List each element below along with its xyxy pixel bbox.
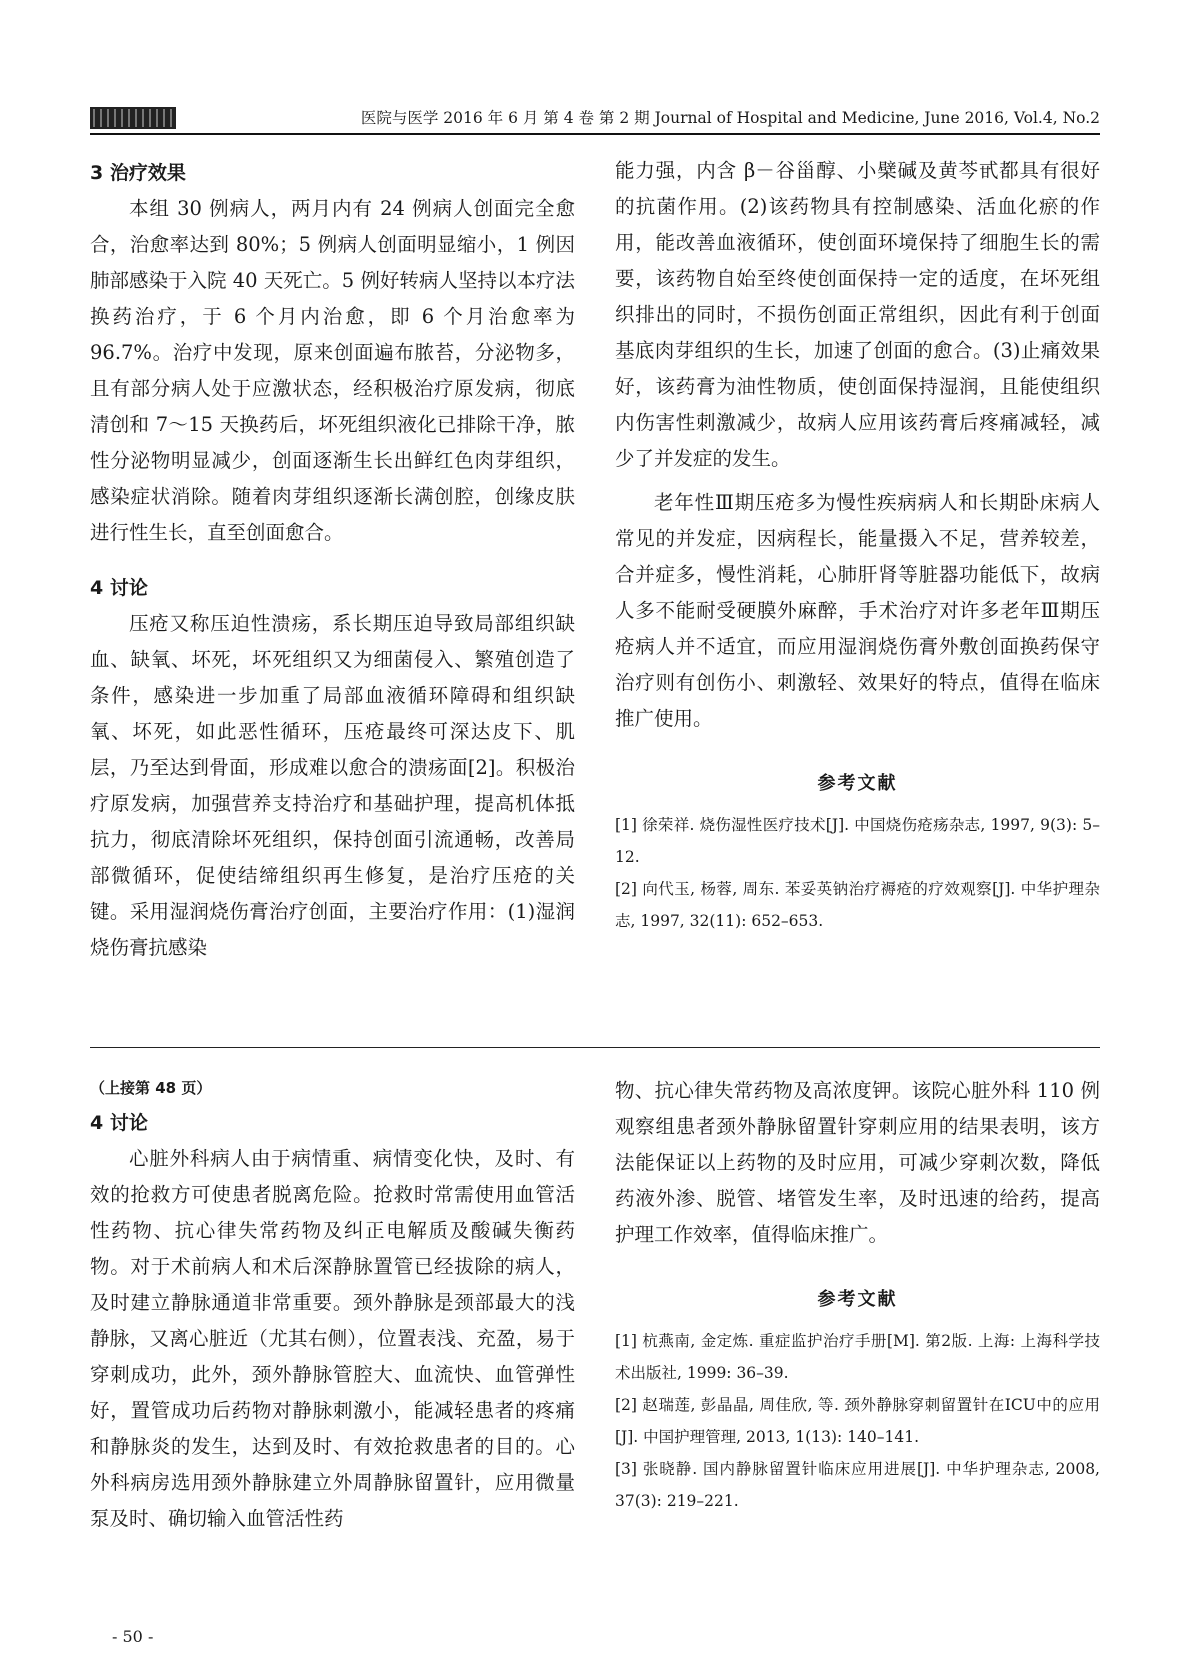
page-number: - 50 - [112,1627,154,1646]
reference-item: [3] 张晓静. 国内静脉留置针临床应用进展[J]. 中华护理杂志, 2008, 37(3): 219–221. [615,1460,1100,1510]
continued-paragraph: 能力强，内含 β－谷甾醇、小檗碱及黄芩甙都具有很好的抗菌作用。(2)该药物具有控制感染、活血化瘀的作用，能改善血液循环，使创面环境保持了细胞生长的需要，该药物自始至终使创面保持一定的适度，在坏死组织排出的同时，不损伤创面正常组织，因此有利于创面基底肉芽组织的生长，加速了创面的愈合。(3)止痛效果好，该药膏为油性物质，使创面保持湿润，且能使组织内伤害性刺激减少，故病人应用该药膏后疼痛减轻，减少了并发症的发生。 [615,159,1100,470]
reference-item: [2] 向代玉, 杨蓉, 周东. 苯妥英钠治疗褥疮的疗效观察[J]. 中华护理杂志, 1997, 32(11): 652–653. [615,880,1100,930]
section-3-title: 3 治疗效果 [90,162,186,184]
running-header [90,104,1100,130]
references-title: 参考文献 [817,773,898,794]
journal-citation: 医院与医学 2016 年 6 月 第 4 卷 第 2 期 Journal of Hospital and Medicine, June 2016, Vol.4, No.2 [360,109,1100,127]
top-right-column [615,153,1100,937]
conclusion-paragraph: 老年性Ⅲ期压疮多为慢性疾病病人和长期卧床病人常见的并发症，因病程长，能量摄入不足，营养较差，合并症多，慢性消耗，心肺肝肾等脏器功能低下，故病人多不能耐受硬膜外麻醉，手术治疗对许多老年Ⅲ期压疮病人并不适宜，而应用湿润烧伤膏外敷创面换药保守治疗则有创伤小、刺激轻、效果好的特点，值得在临床推广使用。 [615,491,1100,730]
article-separator [90,1047,1100,1048]
continued-paragraph: 物、抗心律失常药物及高浓度钾。该院心脏外科 110 例观察组患者颈外静脉留置针穿刺应用的结果表明，该方法能保证以上药物的及时应用，可减少穿刺次数，降低药液外渗、脱管、堵管发生率，及时迅速的给药，提高护理工作效率，值得临床推广。 [615,1079,1100,1246]
bottom-left-column [90,1077,575,1537]
discussion-paragraph: 心脏外科病人由于病情重、病情变化快，及时、有效的抢救方可使患者脱离危险。抢救时常需使用血管活性药物、抗心律失常药物及纠正电解质及酸碱失衡药物。对于术前病人和术后深静脉置管已经拔除的病人，及时建立静脉通道非常重要。颈外静脉是颈部最大的浅静脉，又离心脏近（尤其右侧），位置表浅、充盈，易于穿刺成功，此外，颈外静脉管腔大、血流快、血管弹性好，置管成功后药物对静脉刺激小，能减轻患者的疼痛和静脉炎的发生，达到及时、有效抢救患者的目的。心外科病房选用颈外静脉建立外周静脉留置针，应用微量泵及时、确切输入血管活性药 [90,1147,575,1530]
continued-from-note: （上接第 48 页） [90,1079,212,1097]
reference-item: [1] 徐荣祥. 烧伤湿性医疗技术[J]. 中国烧伤疮疡杂志, 1997, 9(3): 5–12. [615,816,1100,866]
header-rule [90,133,1100,135]
top-left-column [90,158,575,966]
section-4-title: 4 讨论 [90,577,148,599]
column-logo [90,107,176,129]
section-3-paragraph: 本组 30 例病人，两月内有 24 例病人创面完全愈合，治愈率达到 80%；5 例病人创面明显缩小，1 例因肺部感染于入院 40 天死亡。5 例好转病人坚持以本疗法换药治疗，于 6 个月内治愈，即 6 个月治愈率为 96.7%。治疗中发现，原来创面遍布脓苔，分泌物多，且有部分病人处于应激状态，经积极治疗原发病，彻底清创和 7～15 天换药后，坏死组织液化已排除干净，脓性分泌物明显减少，创面逐渐生长出鲜红色肉芽组织，感染症状消除。随着肉芽组织逐渐长满创腔，创缘皮肤进行性生长，直至创面愈合。 [90,197,575,544]
reference-item: [1] 杭燕南, 金定炼. 重症监护治疗手册[M]. 第2版. 上海: 上海科学技术出版社, 1999: 36–39. [615,1332,1100,1382]
discussion-title: 4 讨论 [90,1112,148,1134]
reference-item: [2] 赵瑞莲, 彭晶晶, 周佳欣, 等. 颈外静脉穿刺留置针在ICU中的应用[J]. 中国护理管理, 2013, 1(13): 140–141. [615,1396,1100,1446]
references-title: 参考文献 [817,1289,898,1310]
section-4-paragraph: 压疮又称压迫性溃疡，系长期压迫导致局部组织缺血、缺氧、坏死，坏死组织又为细菌侵入、繁殖创造了条件，感染进一步加重了局部血液循环障碍和组织缺氧、坏死，如此恶性循环，压疮最终可深达皮下、肌层，乃至达到骨面，形成难以愈合的溃疡面[2]。积极治疗原发病，加强营养支持治疗和基础护理，提高机体抵抗力，彻底清除坏死组织，保持创面引流通畅，改善局部微循环，促使结缔组织再生修复，是治疗压疮的关键。采用湿润烧伤膏治疗创面，主要治疗作用：(1)湿润烧伤膏抗感染 [90,612,575,959]
bottom-right-column [615,1073,1100,1517]
